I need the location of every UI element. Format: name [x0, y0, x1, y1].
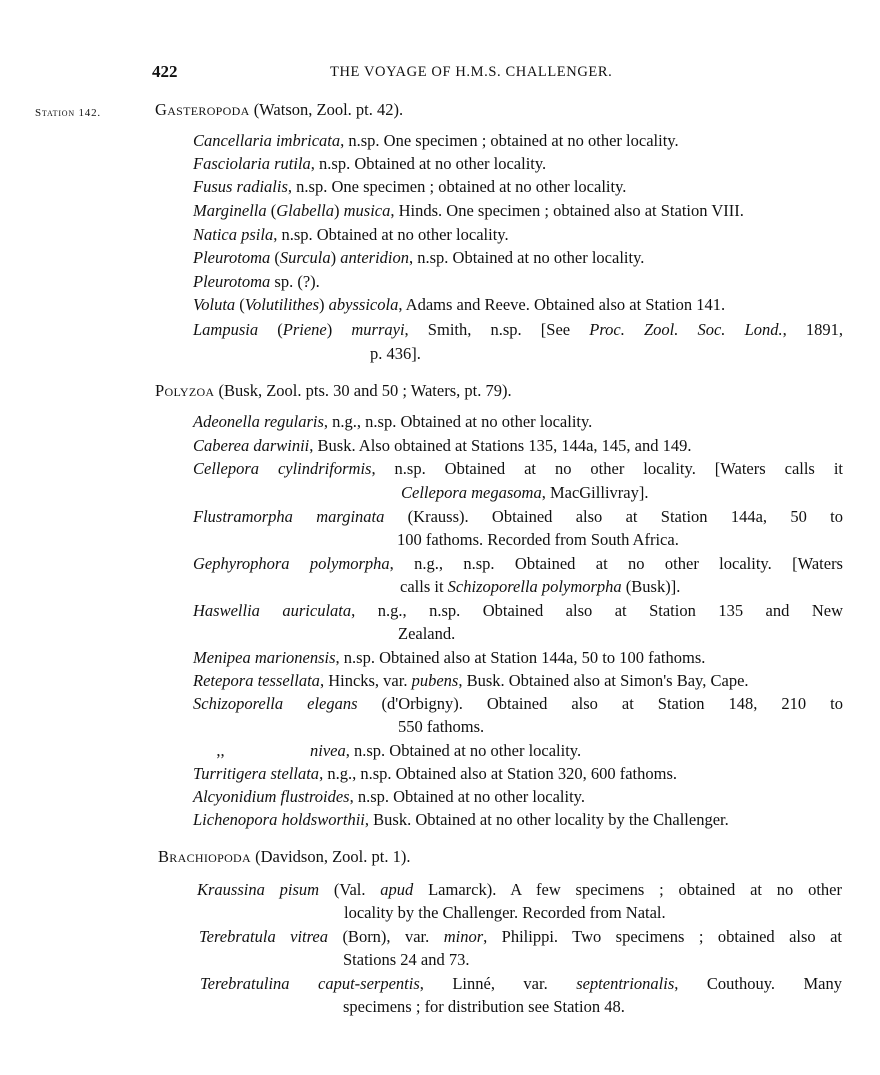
list-item-continuation: specimens ; for distribution see Station 48.: [343, 997, 625, 1016]
list-item: Turritigera stellata, n.g., n.sp. Obtained also at Station 320, 600 fathoms.: [193, 764, 677, 783]
taxon-name: Natica psila: [193, 225, 274, 244]
group-name: Brachiopoda: [158, 847, 251, 866]
taxon-name: Terebratula vitrea: [199, 927, 329, 946]
list-item: Kraussina pisum (Val. apud Lamarck). A few specimens ; obtained at no other: [197, 880, 842, 899]
list-item: ,, nivea, n.sp. Obtained at no other locality.: [193, 739, 843, 762]
list-item: Retepora tessellata, Hincks, var. pubens, Busk. Obtained also at Simon's Bay, Cape.: [193, 671, 749, 690]
group-heading-gasteropoda: [155, 100, 403, 120]
list-item-continuation: 550 fathoms.: [398, 717, 485, 736]
list-item-continuation: 100 fathoms. Recorded from South Africa.: [397, 530, 679, 549]
list-item-continuation: p. 436].: [370, 344, 421, 363]
taxon-name: Retepora tessellata: [193, 671, 320, 690]
list-item-continuation: Stations 24 and 73.: [343, 950, 470, 969]
taxon-name: Fusus radialis: [193, 177, 288, 196]
list-item: Natica psila, n.sp. Obtained at no other locality.: [193, 225, 509, 244]
taxon-name: Haswellia auriculata: [193, 601, 352, 620]
taxon-name: Schizoporella elegans: [193, 694, 358, 713]
list-item: Schizoporella elegans (d'Orbigny). Obtained also at Station 148, 210 to: [193, 694, 843, 713]
group-heading-brachiopoda: [158, 847, 410, 867]
group-name: Gasteropoda: [155, 100, 250, 119]
taxon-name: Cancellaria imbricata: [193, 131, 341, 150]
taxon-name: Turritigera stellata: [193, 764, 320, 783]
list-item: Haswellia auriculata, n.g., n.sp. Obtained also at Station 135 and New: [193, 601, 843, 620]
list-item-continuation: Zealand.: [398, 624, 456, 643]
taxon-name: Gephyrophora polymorpha: [193, 554, 390, 573]
station-label: Station 142.: [35, 107, 101, 119]
list-item: Caberea darwinii, Busk. Also obtained at Stations 135, 144a, 145, and 149.: [193, 436, 692, 455]
group-name: Polyzoa: [155, 381, 215, 400]
list-item: Pleurotoma sp. (?).: [193, 272, 320, 291]
taxon-name: Voluta: [193, 295, 236, 314]
taxon-name: Menipea marionensis: [193, 648, 336, 667]
list-item: Cancellaria imbricata, n.sp. One specimen ; obtained at no other locality.: [193, 131, 679, 150]
list-item: Gephyrophora polymorpha, n.g., n.sp. Obtained at no other locality. [Waters: [193, 554, 843, 573]
list-item-continuation: calls it Schizoporella polymorpha (Busk)].: [400, 577, 681, 596]
taxon-name: Fasciolaria rutila: [193, 154, 311, 173]
group-ref: (Davidson, Zool. pt. 1).: [250, 847, 411, 866]
list-item: Terebratulina caput-serpentis, Linné, var. septentrionalis, Couthouy. Many: [200, 974, 842, 993]
taxon-name: Kraussina pisum: [197, 880, 320, 899]
list-item: Fusus radialis, n.sp. One specimen ; obtained at no other locality.: [193, 177, 627, 196]
list-item: Flustramorpha marginata (Krauss). Obtained also at Station 144a, 50 to: [193, 507, 843, 526]
taxon-name: Flustramorpha marginata: [193, 507, 385, 526]
ditto-mark: ,,: [216, 741, 225, 760]
page-number: 422: [152, 62, 178, 81]
taxon-name: Caberea darwinii: [193, 436, 310, 455]
list-item: Adeonella regularis, n.g., n.sp. Obtained at no other locality.: [193, 412, 593, 431]
list-item: Marginella (Glabella) musica, Hinds. One specimen ; obtained also at Station VIII.: [193, 201, 744, 220]
taxon-name: Terebratulina caput-serpentis: [200, 974, 420, 993]
list-item-continuation: Cellepora megasoma, MacGillivray].: [401, 483, 649, 502]
taxon-name: Pleurotoma: [193, 248, 271, 267]
running-title: THE VOYAGE OF H.M.S. CHALLENGER.: [330, 64, 613, 80]
list-item: Lichenopora holdsworthii, Busk. Obtained at no other locality by the Challenger.: [193, 810, 729, 829]
taxon-name: Alcyonidium flustroides: [193, 787, 350, 806]
list-item-continuation: locality by the Challenger. Recorded from Natal.: [344, 903, 666, 922]
list-item: Lampusia (Priene) murrayi, Smith, n.sp. [See Proc. Zool. Soc. Lond., 1891,: [193, 320, 844, 339]
list-item: Fasciolaria rutila, n.sp. Obtained at no other locality.: [193, 154, 547, 173]
group-heading-polyzoa: [155, 381, 512, 401]
group-ref: (Busk, Zool. pts. 30 and 50 ; Waters, pt. 79).: [214, 381, 512, 400]
taxon-name: Marginella: [193, 201, 267, 220]
group-ref: (Watson, Zool. pt. 42).: [249, 100, 404, 119]
list-item: Cellepora cylindriformis, n.sp. Obtained at no other locality. [Waters calls it: [193, 459, 843, 478]
taxon-name: Lampusia: [193, 320, 259, 339]
list-item: Menipea marionensis, n.sp. Obtained also at Station 144a, 50 to 100 fathoms.: [193, 648, 706, 667]
list-item: Terebratula vitrea (Born), var. minor, Philippi. Two specimens ; obtained also at: [199, 927, 842, 946]
taxon-name: Adeonella regularis: [193, 412, 324, 431]
taxon-name: Pleurotoma: [193, 272, 271, 291]
list-item: Pleurotoma (Surcula) anteridion, n.sp. Obtained at no other locality.: [193, 248, 645, 267]
list-item: Alcyonidium flustroides, n.sp. Obtained at no other locality.: [193, 787, 585, 806]
taxon-name: Lichenopora holdsworthii: [193, 810, 365, 829]
list-item: Voluta (Volutilithes) abyssicola, Adams and Reeve. Obtained also at Station 141.: [193, 295, 726, 314]
taxon-name: nivea: [310, 741, 346, 760]
taxon-name: Cellepora cylindriformis: [193, 459, 372, 478]
